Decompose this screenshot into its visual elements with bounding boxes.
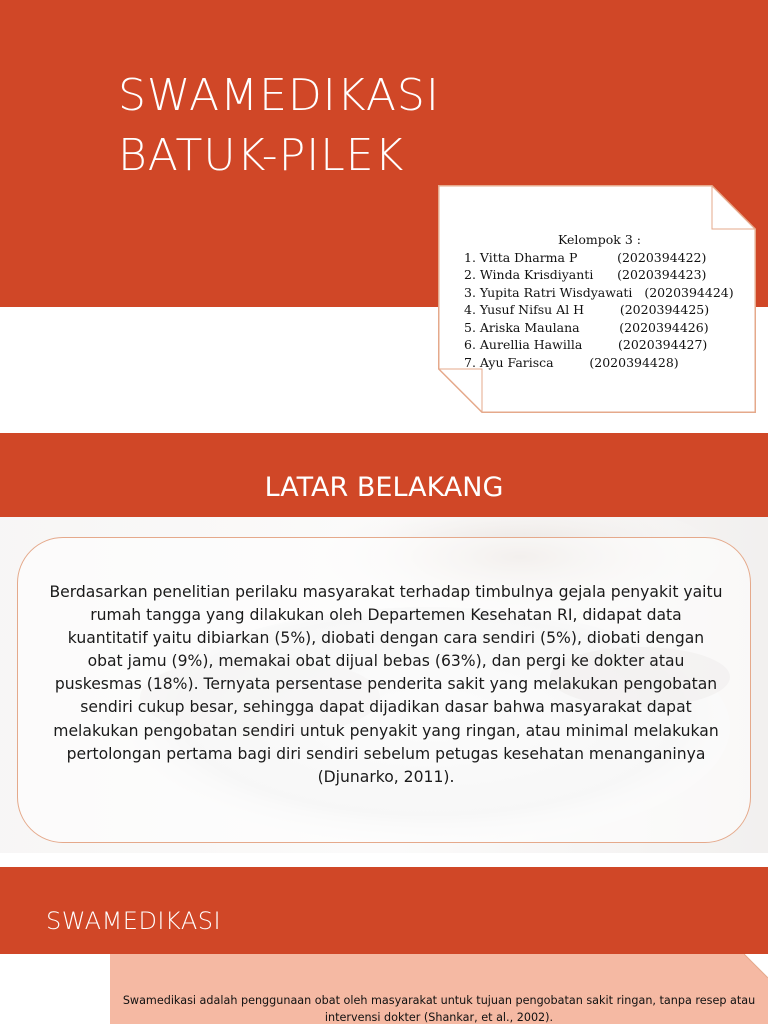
folded-corner [744, 954, 768, 978]
background-slide [0, 433, 768, 853]
member-item: 4. Yusuf Nifsu Al H (2020394425) [464, 302, 710, 317]
content-box [17, 537, 751, 843]
member-item: 7. Ayu Farisca (2020394428) [464, 354, 679, 370]
definition-text: Swamedikasi adalah penggunaan obat oleh masyarakat untuk tujuan pengobatan sakit ringan, tanpa resep atau intervensi dokter (Shankar, et al., 2002). [122, 994, 756, 1024]
member-item: 2. Winda Krisdiyanti (2020394423) [464, 267, 707, 282]
group-member-list [464, 231, 734, 371]
member-item: 5. Ariska Maulana (2020394426) [464, 319, 709, 335]
member-item: 1. Vitta Dharma P (2020394422) [464, 249, 707, 265]
definition-slide [0, 867, 768, 1024]
section-heading: SWAMEDIKASI [46, 907, 222, 935]
member-item: 3. Yupita Ratri Wisdyawati (2020394424) [464, 284, 734, 300]
section-heading: LATAR BELAKANG [264, 472, 504, 503]
definition-box [110, 954, 768, 1024]
title-line-1: SWAMEDIKASI [118, 70, 440, 121]
title-line-2: BATUK-PILEK [118, 130, 405, 181]
member-item: 6. Aurellia Hawilla (2020394427) [464, 337, 708, 352]
group-heading: Kelompok 3 : [558, 232, 641, 247]
title-slide [0, 0, 768, 418]
background-paragraph: Berdasarkan penelitian perilaku masyarakat terhadap timbulnya gejala penyakit yaitu rumah tangga yang dilakukan oleh Departemen Kesehatan RI, didapat data kuantitatif yaitu dibiarkan (5%), diobati dengan cara sendiri (5%), diobati dengan obat jamu (9%), memakai obat dijual bebas (63%), dan pergi ke dokter atau puskesmas (18%). Ternyata persentase penderita sakit yang melakukan pengobatan sendiri cukup besar, sehingga dapat dijadikan dasar bahwa masyarakat dapat melakukan pengobatan sendiri untuk penyakit yang ringan, atau minimal melakukan pertolongan pertama bagi diri sendiri sebelum petugas kesehatan menanganinya (Djunarko, 2011). [49, 583, 723, 786]
slide-title [118, 66, 440, 186]
group-members-box [438, 185, 756, 413]
